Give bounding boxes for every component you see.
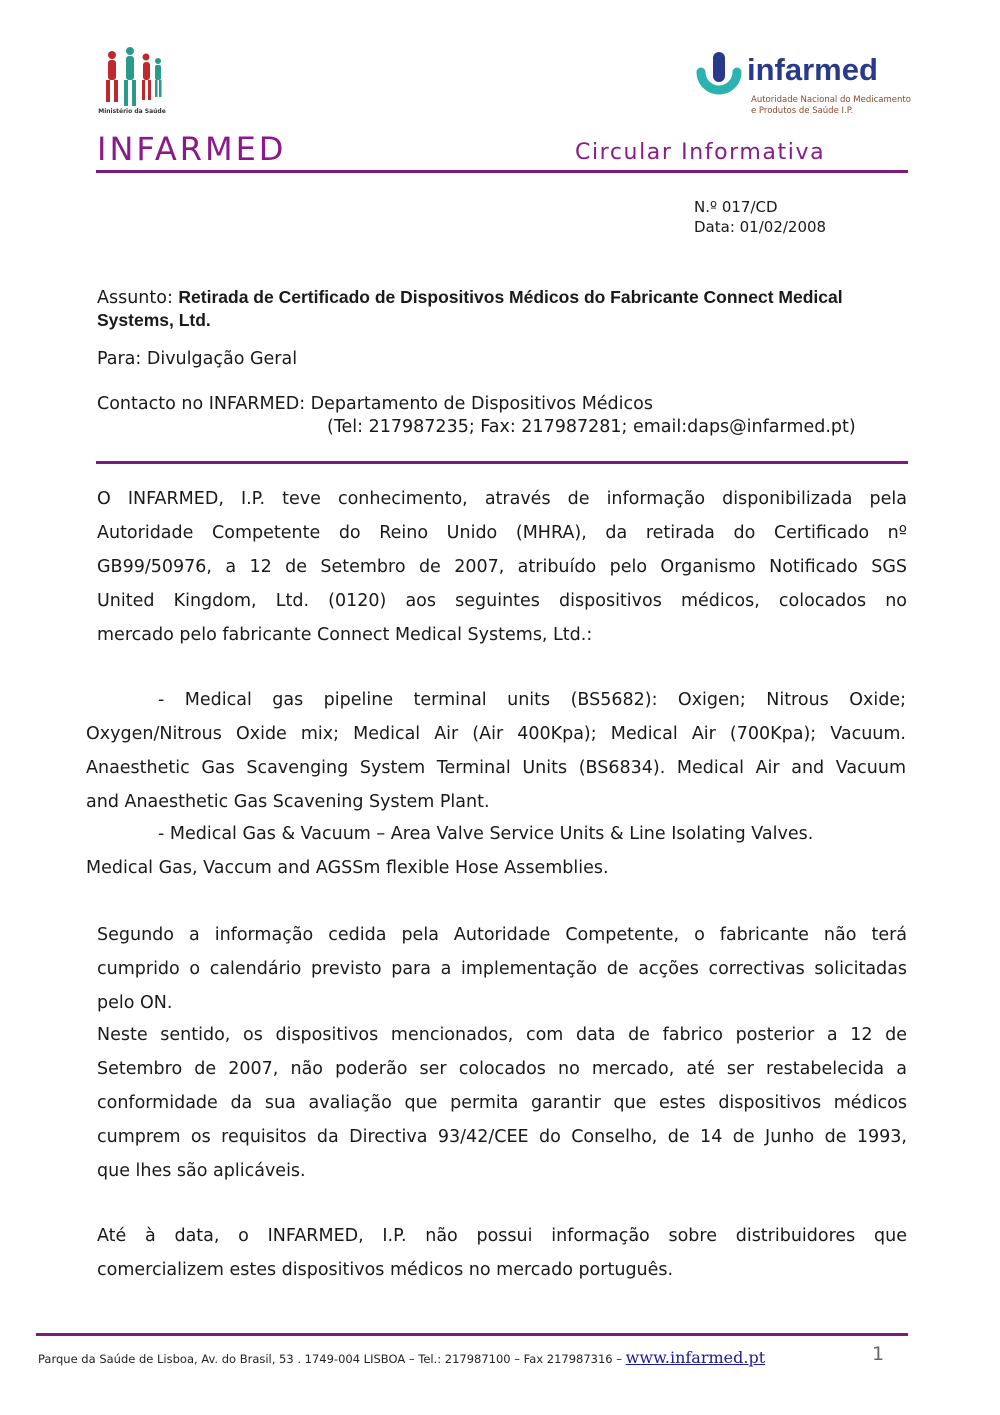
body-line: Segundo a informação cedida pela Autoridade Competente, o fabricante não terá [97,925,907,945]
list-item-line: Medical Gas, Vaccum and AGSSm flexible Hose Assemblies. [86,858,609,878]
page-number: 1 [872,1343,885,1365]
body-line: Setembro de 2007, não poderão ser colocados no mercado, até ser restabelecida a [97,1059,907,1079]
contact-line-1: Contacto no INFARMED: Departamento de Dispositivos Médicos [97,394,653,414]
body-paragraph-4 [97,1219,907,1287]
website-link[interactable]: www.infarmed.pt [625,1348,766,1367]
list-item-line: - Medical gas pipeline terminal units (BS5682): Oxigen; Nitrous Oxide; [158,690,906,710]
infarmed-logo-mark-icon [695,52,743,100]
body-line: O INFARMED, I.P. teve conhecimento, através de informação disponibilizada pela [97,489,907,509]
body-line: conformidade da sua avaliação que permita garantir que estes dispositivos médicos [97,1093,907,1113]
device-list-2 [86,817,906,885]
subject [97,286,907,331]
subject-line-1: Retirada de Certificado de Dispositivos Médicos do Fabricante Connect Medical [178,287,843,307]
ministry-logo-caption: Ministério da Saúde [98,108,166,115]
body-line: Autoridade Competente do Reino Unido (MHRA), da retirada do Certificado nº [97,523,907,543]
body-line: cumprem os requisitos da Directiva 93/42/CEE do Conselho, de 14 de Junho de 1993, [97,1127,907,1147]
footer-divider [36,1333,908,1336]
body-line: United Kingdom, Ltd. (0120) aos seguintes dispositivos médicos, colocados no [97,591,907,611]
document-type: Circular Informativa [575,140,826,165]
footer-address [38,1348,765,1367]
body-line: mercado pelo fabricante Connect Medical Systems, Ltd.: [97,625,593,645]
infarmed-logo-subtitle-1: Autoridade Nacional do Medicamento [751,95,911,105]
infarmed-logo-subtitle-2: e Produtos de Saúde I.P. [751,106,854,116]
subject-line-2: Systems, Ltd. [97,310,211,330]
subject-label: Assunto: [97,288,179,308]
circular-number: N.º 017/CD [694,198,778,216]
infarmed-logo [695,50,911,120]
list-item-line: and Anaesthetic Gas Scavening System Plant. [86,792,490,812]
body-paragraph-1 [97,482,907,652]
contact-line-2: (Tel: 217987235; Fax: 217987281; email:daps@infarmed.pt) [327,417,856,437]
list-item-line: Anaesthetic Gas Scavenging System Terminal Units (BS6834). Medical Air and Vacuum [86,758,906,778]
recipient: Para: Divulgação Geral [97,349,298,369]
body-line: que lhes são aplicáveis. [97,1161,306,1181]
body-paragraph-2 [97,918,907,1020]
body-line: pelo ON. [97,993,173,1013]
header-divider [96,170,908,173]
list-item-line: - Medical Gas & Vacuum – Area Valve Service Units & Line Isolating Valves. [158,824,814,844]
circular-date: Data: 01/02/2008 [694,218,827,236]
body-line: comercializem estes dispositivos médicos no mercado português. [97,1260,674,1280]
infarmed-logo-word: infarmed [747,52,878,87]
list-item-line: Oxygen/Nitrous Oxide mix; Medical Air (Air 400Kpa); Medical Air (700Kpa); Vacuum. [86,724,906,744]
device-list-1 [86,683,906,819]
body-paragraph-3 [97,1018,907,1188]
subject-divider [96,461,908,464]
brand-title: INFARMED [97,130,287,168]
body-line: Neste sentido, os dispositivos mencionados, com data de fabrico posterior a 12 de [97,1025,907,1045]
footer-address-text: Parque da Saúde de Lisboa, Av. do Brasil, 53 . 1749-004 LISBOA – Tel.: 217987100 – Fax 217987316 – [38,1352,626,1366]
body-line: cumprido o calendário previsto para a implementação de acções correctivas solicitadas [97,959,907,979]
body-line: Até à data, o INFARMED, I.P. não possui informação sobre distribuidores que [97,1226,907,1246]
body-line: GB99/50976, a 12 de Setembro de 2007, atribuído pelo Organismo Notificado SGS [97,557,907,577]
